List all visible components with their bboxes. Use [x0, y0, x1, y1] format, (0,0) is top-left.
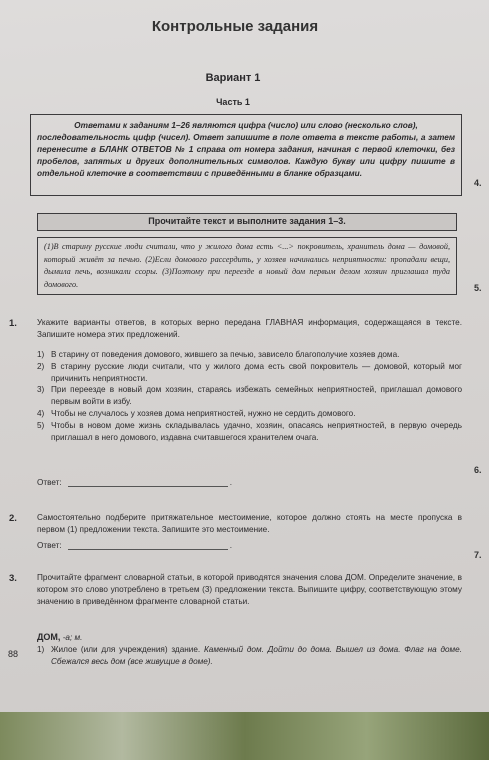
- instructions-text: последовательность цифр (чисел). Ответ запишите в поле ответа в тексте работы, а затем перенесите в БЛАНК ОТВЕТОВ № 1 справа от номера задания, начиная с первой клеточки, без пробелов, запятых и других дополнительных символов. Каждую букву или цифру пишите в отдельной клеточке в соответствии с приведёнными в бланке образцами.: [37, 132, 455, 178]
- question-text: Прочитайте фрагмент словарной статьи, в которой приводятся значения слова ДОМ. Определите значение, в котором это слово употреблено в третьем (3) предложении текста. Выпишите цифру, соответствующую этому значению в приведённом фрагменте словарной статьи.: [37, 573, 462, 606]
- variant-heading: Вариант 1: [205, 72, 261, 84]
- option-text: При переезде в новый дом хозяин, стараясь избежать семейных неприятностей, приглашал домового первым войти в избу.: [51, 385, 462, 407]
- option-text: В старину от поведения домового, жившего за печью, зависело благополучие хозяев дома.: [51, 350, 400, 359]
- dictionary-word: ДОМ,: [37, 632, 61, 642]
- question-text: Самостоятельно подберите притяжательное местоимение, которое должно стоять на месте пропуска в первом (1) предложении текста. Запишите это местоимение.: [37, 513, 462, 534]
- option-number: 5): [37, 420, 45, 430]
- meaning-examples: Каменный дом. Дойти до дома. Вышел из дома. Флаг на доме. Сбежался весь дом (все живущие в доме).: [51, 645, 462, 666]
- instructions-box: [30, 114, 462, 196]
- option-number: 4): [37, 408, 45, 418]
- answer-row: Ответ: .: [37, 541, 232, 550]
- dictionary-entry: [37, 631, 462, 668]
- option-text: Чтобы в новом доме жизнь складывалась удачно, хозяин, опасаясь неприятностей, в первую очередь приглашал в него домового, издавна считавшегося хранителем очага.: [51, 420, 462, 442]
- question-number: 2.: [9, 513, 17, 524]
- instructions-first-line: Ответами к заданиям 1–26 являются цифра (число) или слово (несколько слов),: [74, 120, 418, 130]
- margin-number: 4.: [474, 178, 482, 188]
- answer-option: [37, 361, 462, 385]
- part-heading: Часть 1: [216, 97, 250, 107]
- meaning-definition: Жилое (или для учреждения) здание.: [51, 645, 201, 654]
- answer-field[interactable]: [68, 478, 228, 487]
- page-number: 88: [8, 649, 19, 659]
- margin-number: 6.: [474, 465, 482, 475]
- reading-text-box: (1)В старину русские люди считали, что у жилого дома есть <...> покровитель, хранитель дома — домовой, который живёт за печью. (2)Если домового рассердить, у хозяев начинались неприятности: пропадали вещи, дымила печь, возникали ссоры. (3)Поэтому при переезде в новый дом первым делом хозяин приглашал туда домового.: [37, 237, 457, 295]
- answer-option: [37, 384, 462, 408]
- answer-row: Ответ: .: [37, 478, 232, 487]
- answer-option: [37, 349, 462, 361]
- answer-label: Ответ:: [37, 541, 62, 550]
- option-text: В старину русские люди считали, что у жилого дома есть свой покровитель — домовой, который мог причинить неприятности.: [51, 361, 462, 383]
- dictionary-meaning: [37, 644, 462, 668]
- question-number: 3.: [9, 573, 17, 584]
- option-text: Чтобы не случалось у хозяев дома неприятностей, нужно не сердить домового.: [51, 408, 356, 418]
- background-surface: [0, 712, 489, 760]
- answer-label: Ответ:: [37, 478, 62, 487]
- dictionary-grammar: -а; м.: [62, 633, 83, 642]
- option-number: 1): [37, 350, 45, 359]
- question-text: Укажите варианты ответов, в которых верно передана ГЛАВНАЯ информация, содержащаяся в тексте. Запишите номера этих предложений.: [37, 318, 462, 339]
- answer-option: [37, 408, 462, 420]
- question-number: 1.: [9, 318, 17, 329]
- page-title: Контрольные задания: [151, 18, 319, 35]
- answer-options: [37, 349, 462, 443]
- margin-number: 7.: [474, 550, 482, 560]
- answer-field[interactable]: [68, 541, 228, 550]
- option-number: 3): [37, 385, 45, 395]
- answer-option: [37, 420, 462, 444]
- option-number: 2): [37, 361, 45, 371]
- task-header: Прочитайте текст и выполните задания 1–3.: [37, 213, 457, 231]
- margin-number: 5.: [474, 283, 482, 293]
- meaning-number: 1): [37, 645, 45, 654]
